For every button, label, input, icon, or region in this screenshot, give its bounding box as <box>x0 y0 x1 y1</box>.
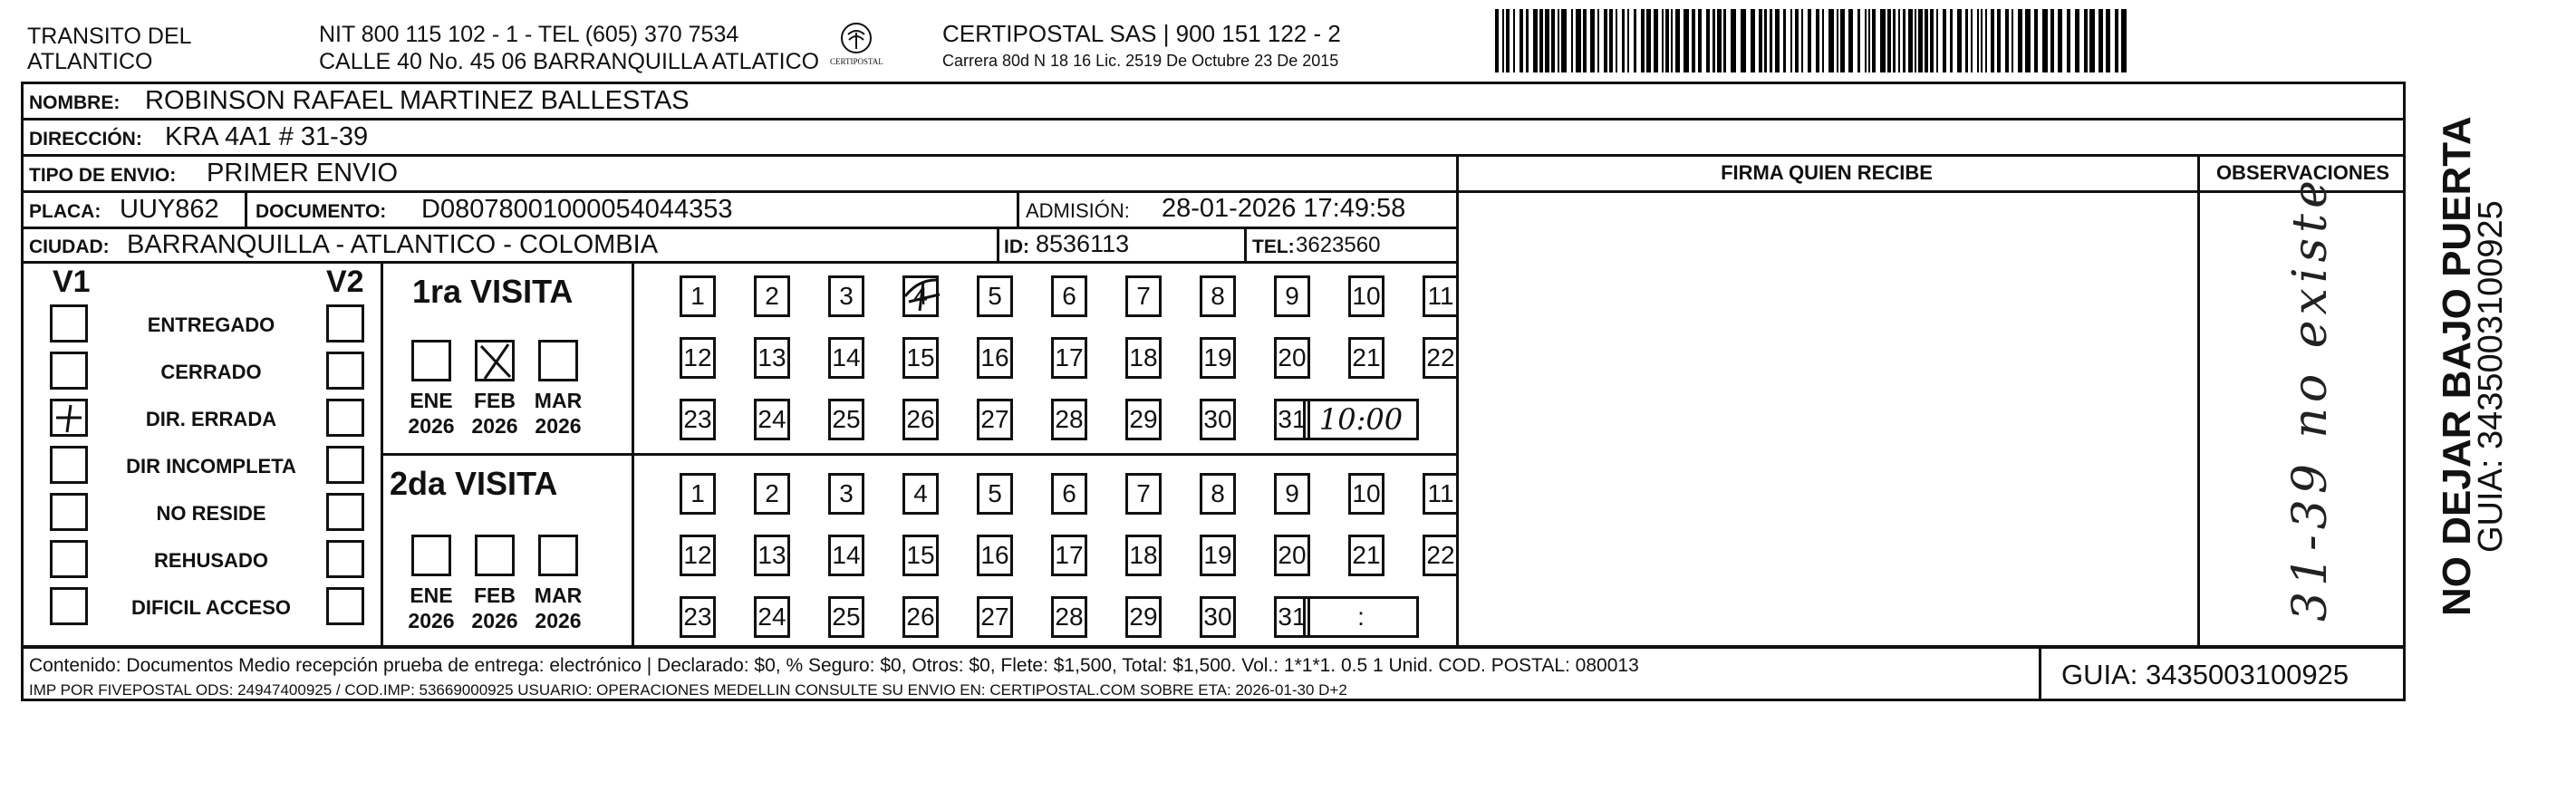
barcode-bar <box>1822 9 1824 72</box>
visita2-day-box[interactable]: 23 <box>680 596 716 638</box>
company-name-line2: ATLANTICO <box>27 49 153 74</box>
visita2-month-label <box>468 584 522 633</box>
barcode-bar <box>1665 9 1669 72</box>
certipostal-name: CERTIPOSTAL SAS | 900 151 122 - 2 <box>942 20 1341 47</box>
barcode-bar <box>1943 9 1946 72</box>
month-name: FEB <box>474 389 516 412</box>
v1-checkbox[interactable] <box>50 352 88 390</box>
month-name: ENE <box>410 389 453 412</box>
direccion-label: DIRECCIÓN: <box>29 129 142 150</box>
visita1-day-box[interactable]: 29 <box>1125 399 1162 440</box>
barcode-bar <box>1795 9 1799 72</box>
barcode-bar <box>1893 9 1896 72</box>
barcode-bar <box>1950 9 1953 72</box>
x-mark-icon <box>478 342 514 381</box>
barcode-bar <box>1977 9 1979 72</box>
row-line <box>21 227 1459 229</box>
barcode-bar <box>1576 9 1581 72</box>
barcode-bar <box>1915 9 1916 72</box>
company-name-line1: TRANSITO DEL <box>27 24 192 49</box>
visita2-day-box[interactable]: 11 <box>1423 473 1459 515</box>
barcode-bar <box>1857 9 1860 72</box>
barcode-bar <box>1698 9 1702 72</box>
firma-header: FIRMA QUIEN RECIBE <box>1721 161 1933 184</box>
visita1-time-box[interactable]: 10:00 <box>1303 399 1419 440</box>
barcode-bar <box>1723 9 1726 72</box>
visita1-month-checkbox[interactable] <box>411 340 451 381</box>
visita2-day-box[interactable]: 25 <box>828 596 864 638</box>
visita2-month-checkbox[interactable] <box>411 535 451 576</box>
barcode-bar <box>2018 9 2022 72</box>
visita2-time-box[interactable]: : <box>1303 596 1419 638</box>
v2-checkbox[interactable] <box>326 446 364 484</box>
row-line <box>21 190 2406 193</box>
status-option-label: ENTREGADO <box>147 314 275 336</box>
visita1-day-box[interactable]: 20 <box>1274 337 1310 379</box>
status-option-label: CERRADO <box>160 361 262 383</box>
visita2-day-box[interactable]: 29 <box>1125 596 1162 638</box>
month-year: 2026 <box>471 413 518 438</box>
barcode-bar <box>2012 9 2013 72</box>
barcode-bar <box>1770 9 1772 72</box>
visita1-month-label <box>404 389 458 439</box>
visita2-month-checkbox[interactable] <box>475 535 515 576</box>
footer-line2: IMP POR FIVEPOSTAL ODS: 24947400925 / COD.IMP: 53669000925 USUARIO: OPERACIONES MEDELLIN CONSULTE SU ENVIO EN: CERTIPOSTAL.COM SOBRE ETA: 2026-01-30 D+2 <box>29 681 1347 699</box>
barcode-bar <box>1622 9 1625 72</box>
barcode-bar <box>2098 9 2103 72</box>
visita1-day-box[interactable]: 10 <box>1348 275 1384 317</box>
barcode-bar <box>1908 9 1913 72</box>
ciudad-value: BARRANQUILLA - ATLANTICO - COLOMBIA <box>127 230 659 259</box>
barcode-bar <box>1731 9 1736 72</box>
visita2-day-box[interactable]: 17 <box>1051 535 1087 576</box>
id-label: ID: <box>1004 236 1029 257</box>
month-name: ENE <box>410 584 453 607</box>
barcode-bar <box>1671 9 1673 72</box>
barcode-bar <box>1627 9 1629 72</box>
month-year: 2026 <box>471 608 518 632</box>
visita1-day-box[interactable]: 23 <box>680 399 716 440</box>
nit-line: NIT 800 115 102 - 1 - TEL (605) 370 7534 <box>319 22 739 47</box>
month-year: 2026 <box>535 413 582 438</box>
visita2-month-label <box>531 584 585 633</box>
v2-checkbox[interactable] <box>326 587 364 625</box>
nombre-label: NOMBRE: <box>29 92 121 113</box>
barcode-bar <box>1903 9 1905 72</box>
visita1-day-box[interactable]: 30 <box>1200 399 1236 440</box>
status-option-label: NO RESIDE <box>156 502 266 525</box>
visita2-day-box[interactable]: 7 <box>1125 473 1162 515</box>
tipo-envio-label: TIPO DE ENVIO: <box>29 165 177 186</box>
visita2-day-box[interactable]: 24 <box>754 596 790 638</box>
month-year: 2026 <box>408 608 455 632</box>
barcode-bar <box>1654 9 1658 72</box>
barcode-bar <box>1840 9 1845 72</box>
status-option-label: DIR INCOMPLETA <box>126 455 296 477</box>
barcode-bar <box>1597 9 1599 72</box>
barcode-bar <box>1790 9 1792 72</box>
status-option-label: DIFICIL ACCESO <box>130 596 291 619</box>
barcode-bar <box>1991 9 1994 72</box>
visita2-day-box[interactable]: 1 <box>680 473 716 515</box>
barcode-bar <box>1930 9 1934 72</box>
v1-label: V1 <box>53 265 91 299</box>
barcode-bar <box>2067 9 2070 72</box>
side-guia: GUIA: 3435003100925 <box>2472 200 2510 553</box>
barcode-bar <box>1558 9 1559 72</box>
visita2-day-box[interactable]: 10 <box>1348 473 1384 515</box>
visita1-day-box[interactable]: 5 <box>977 275 1013 317</box>
v2-checkbox[interactable] <box>326 352 364 390</box>
placa-value: UUY862 <box>120 195 219 224</box>
v1-checkbox[interactable] <box>50 587 88 625</box>
barcode-bar <box>1918 9 1923 72</box>
barcode-bar <box>1985 9 1987 72</box>
admision-value: 28-01-2026 17:49:58 <box>1162 194 1406 223</box>
barcode-bar <box>1713 9 1715 72</box>
visita2-day-box[interactable]: 28 <box>1051 596 1087 638</box>
tel-label: TEL: <box>1252 236 1295 257</box>
visita1-day-box[interactable]: 24 <box>754 399 790 440</box>
col-line <box>245 190 247 227</box>
barcode-bar <box>1495 9 1499 72</box>
barcode-bar <box>1571 9 1573 72</box>
status-option-label: DIR. ERRADA <box>145 408 277 430</box>
visita1-day-box[interactable]: 7 <box>1125 275 1162 317</box>
logo-icon <box>825 20 888 56</box>
visita1-day-box[interactable]: 25 <box>828 399 864 440</box>
row-line <box>21 118 2406 121</box>
check-mark-icon <box>53 401 85 434</box>
barcode-bar <box>1662 9 1664 72</box>
id-value: 8536113 <box>1036 230 1130 257</box>
documento-label: DOCUMENTO: <box>256 201 387 222</box>
barcode-bar <box>1887 9 1891 72</box>
barcode-bar <box>1506 9 1510 72</box>
v2-checkbox[interactable] <box>326 540 364 578</box>
barcode-bar <box>2089 9 2095 72</box>
visita2-day-box[interactable]: 18 <box>1125 535 1162 576</box>
visita1-month-checkbox[interactable] <box>538 340 578 381</box>
col-line <box>997 227 999 261</box>
v2-checkbox[interactable] <box>326 399 364 437</box>
visita2-day-box[interactable]: 2 <box>754 473 790 515</box>
visita1-day-box[interactable]: 21 <box>1348 337 1384 379</box>
visita2-day-box[interactable]: 14 <box>828 535 864 576</box>
footer-line1: Contenido: Documentos Medio recepción prueba de entrega: electrónico | Declarado: $0, % Seguro: $0, Otros: $0, Flete: $1,500, Total: $1,500. Vol.: 1*1*1. 0.5 1 Unid. COD. POSTAL: 080013 <box>29 655 1639 676</box>
barcode-bar <box>1717 9 1722 72</box>
barcode-bar <box>1816 9 1819 72</box>
barcode-bar <box>1936 9 1938 72</box>
visita2-day-box[interactable]: 12 <box>680 535 716 576</box>
logo-text: CERTIPOSTAL <box>830 57 883 66</box>
month-name: FEB <box>474 584 516 607</box>
barcode-bar <box>2050 9 2054 72</box>
v1-checkbox[interactable] <box>50 493 88 531</box>
visita1-day-box[interactable]: 15 <box>902 337 939 379</box>
barcode-bar <box>1616 9 1617 72</box>
barcode-bar <box>1526 9 1529 72</box>
v1-checkbox[interactable] <box>50 540 88 578</box>
barcode-bar <box>2058 9 2062 72</box>
certipostal-license: Carrera 80d N 18 16 Lic. 2519 De Octubre 23 De 2015 <box>942 52 1339 70</box>
visita1-day-box[interactable]: 6 <box>1051 275 1087 317</box>
col-line <box>1017 190 1019 227</box>
visita2-day-box[interactable]: 30 <box>1200 596 1236 638</box>
barcode-bar <box>1551 9 1555 72</box>
visita2-day-box[interactable]: 31 <box>1274 596 1310 638</box>
visita2-day-box[interactable]: 16 <box>977 535 1013 576</box>
no-dejar-bajo-puerta: NO DEJAR BAJO PUERTA <box>2435 116 2479 616</box>
nombre-value: ROBINSON RAFAEL MARTINEZ BALLESTAS <box>145 86 690 115</box>
barcode-bar <box>1775 9 1780 72</box>
barcode-bar <box>1965 9 1968 72</box>
visita2-day-box[interactable]: 27 <box>977 596 1013 638</box>
barcode-bar <box>1898 9 1900 72</box>
v2-label: V2 <box>326 265 364 299</box>
barcode-bar <box>1783 9 1786 72</box>
barcode-bar <box>2075 9 2079 72</box>
visita1-day-box[interactable]: 27 <box>977 399 1013 440</box>
barcode-bar <box>1706 9 1710 72</box>
barcode-bar <box>1848 9 1853 72</box>
month-year: 2026 <box>408 413 455 438</box>
barcode-bar <box>1692 9 1695 72</box>
visita1-day-box[interactable]: 14 <box>828 337 864 379</box>
barcode-bar <box>2121 9 2127 72</box>
visita1-day-box[interactable]: 19 <box>1200 337 1236 379</box>
barcode-bar <box>2084 9 2088 72</box>
v1-checkbox[interactable] <box>50 304 88 342</box>
barcode-bar <box>1545 9 1549 72</box>
status-option-label: REHUSADO <box>154 549 268 572</box>
col-line <box>2197 154 2200 648</box>
barcode-bar <box>1865 9 1867 72</box>
barcode-bar <box>1609 9 1613 72</box>
row-line <box>21 261 1459 264</box>
placa-label: PLACA: <box>29 201 101 222</box>
tel-value: 3623560 <box>1296 233 1381 257</box>
visita2-day-box[interactable]: 21 <box>1348 535 1384 576</box>
col-line <box>1244 227 1247 261</box>
visita2-day-box[interactable]: 9 <box>1274 473 1310 515</box>
visita2-day-box[interactable]: 20 <box>1274 535 1310 576</box>
direccion-value: KRA 4A1 # 31-39 <box>165 122 369 151</box>
visita2-day-box[interactable]: 13 <box>754 535 790 576</box>
barcode-bar <box>1868 9 1870 72</box>
barcode-bar <box>1971 9 1973 72</box>
barcode-bar <box>2115 9 2118 72</box>
barcode-bar <box>1741 9 1746 72</box>
barcode-bar <box>1764 9 1767 72</box>
barcode-bar <box>2025 9 2031 72</box>
barcode-bar <box>1808 9 1811 72</box>
visita1-day-box[interactable]: 16 <box>977 337 1013 379</box>
visita1-day-box[interactable]: 11 <box>1423 275 1459 317</box>
visita2-month-checkbox[interactable] <box>538 535 578 576</box>
barcode <box>1495 9 2147 74</box>
visita1-day-box[interactable]: 9 <box>1274 275 1310 317</box>
barcode-bar <box>2106 9 2110 72</box>
row-line <box>21 154 2406 157</box>
visita1-day-box[interactable]: 18 <box>1125 337 1162 379</box>
barcode-bar <box>1751 9 1755 72</box>
barcode-bar <box>1502 9 1504 72</box>
visita1-month-checkbox[interactable] <box>475 340 515 381</box>
visita1-day-box[interactable]: 3 <box>828 275 864 317</box>
documento-value: D08078001000054044353 <box>421 195 733 224</box>
visita2-day-box[interactable]: 8 <box>1200 473 1236 515</box>
visita1-day-box[interactable]: 13 <box>754 337 790 379</box>
footer-guia: GUIA: 3435003100925 <box>2061 659 2349 690</box>
barcode-bar <box>1604 9 1607 72</box>
visita1-day-box[interactable]: 1 <box>680 275 716 317</box>
month-name: MAR <box>534 584 583 607</box>
admision-label: ADMISIÓN: <box>1026 199 1130 222</box>
visita1-day-box[interactable]: 12 <box>680 337 716 379</box>
barcode-bar <box>1997 9 2001 72</box>
barcode-bar <box>1981 9 1983 72</box>
visita2-day-box[interactable]: 19 <box>1200 535 1236 576</box>
ciudad-label: CIUDAD: <box>29 236 110 257</box>
visita1-day-box[interactable]: 4 <box>902 275 939 317</box>
visita2-day-box[interactable]: 5 <box>977 473 1013 515</box>
visita2-title: 2da VISITA <box>390 465 558 502</box>
visita2-day-box[interactable]: 26 <box>902 596 939 638</box>
tipo-envio-value: PRIMER ENVIO <box>207 159 399 188</box>
address-line: CALLE 40 No. 45 06 BARRANQUILLA ATLATICO <box>319 49 820 74</box>
barcode-bar <box>1759 9 1762 72</box>
v1-checkbox[interactable] <box>50 446 88 484</box>
visita1-day-box[interactable]: 17 <box>1051 337 1087 379</box>
barcode-bar <box>1675 9 1680 72</box>
col-line <box>632 261 634 645</box>
visita1-title: 1ra VISITA <box>412 273 574 310</box>
barcode-bar <box>1646 9 1651 72</box>
visita1-day-box[interactable]: 28 <box>1051 399 1087 440</box>
barcode-bar <box>1520 9 1523 72</box>
barcode-bar <box>1801 9 1803 72</box>
barcode-bar <box>2042 9 2048 72</box>
visita2-day-box[interactable]: 22 <box>1423 535 1459 576</box>
visita2-day-box[interactable]: 4 <box>902 473 939 515</box>
visita1-day-box[interactable]: 31 <box>1274 399 1310 440</box>
v1-checkbox[interactable] <box>50 399 88 437</box>
day-mark-icon <box>900 275 943 314</box>
barcode-bar <box>2005 9 2009 72</box>
barcode-bar <box>1828 9 1834 72</box>
barcode-bar <box>1513 9 1515 72</box>
observaciones-header: OBSERVACIONES <box>2215 161 2390 184</box>
visita2-day-box[interactable]: 3 <box>828 473 864 515</box>
barcode-bar <box>1872 9 1876 72</box>
visita1-day-box[interactable]: 8 <box>1200 275 1236 317</box>
visita1-day-box[interactable]: 26 <box>902 399 939 440</box>
visita2-day-box[interactable]: 15 <box>902 535 939 576</box>
visita2-day-box[interactable]: 6 <box>1051 473 1087 515</box>
visita2-month-label <box>404 584 458 633</box>
visita1-day-box[interactable]: 2 <box>754 275 790 317</box>
barcode-bar <box>1561 9 1567 72</box>
visita1-month-label <box>531 389 585 439</box>
barcode-bar <box>1837 9 1838 72</box>
row-line <box>381 453 1459 456</box>
barcode-bar <box>1590 9 1595 72</box>
barcode-bar <box>1925 9 1928 72</box>
visita1-day-box[interactable]: 22 <box>1423 337 1459 379</box>
v2-checkbox[interactable] <box>326 493 364 531</box>
barcode-bar <box>1583 9 1587 72</box>
barcode-bar <box>2034 9 2038 72</box>
barcode-bar <box>1641 9 1645 72</box>
month-name: MAR <box>534 389 583 412</box>
barcode-bar <box>1880 9 1886 72</box>
col-line <box>381 261 383 645</box>
v2-checkbox[interactable] <box>326 304 364 342</box>
barcode-bar <box>1539 9 1543 72</box>
barcode-bar <box>1684 9 1689 72</box>
month-year: 2026 <box>535 608 582 632</box>
observaciones-handwriting: 31-39 no existe <box>2283 175 2338 622</box>
barcode-bar <box>1957 9 1962 72</box>
visita1-month-label <box>468 389 522 439</box>
barcode-bar <box>1634 9 1636 72</box>
barcode-bar <box>1533 9 1538 72</box>
certipostal-logo <box>825 20 888 74</box>
